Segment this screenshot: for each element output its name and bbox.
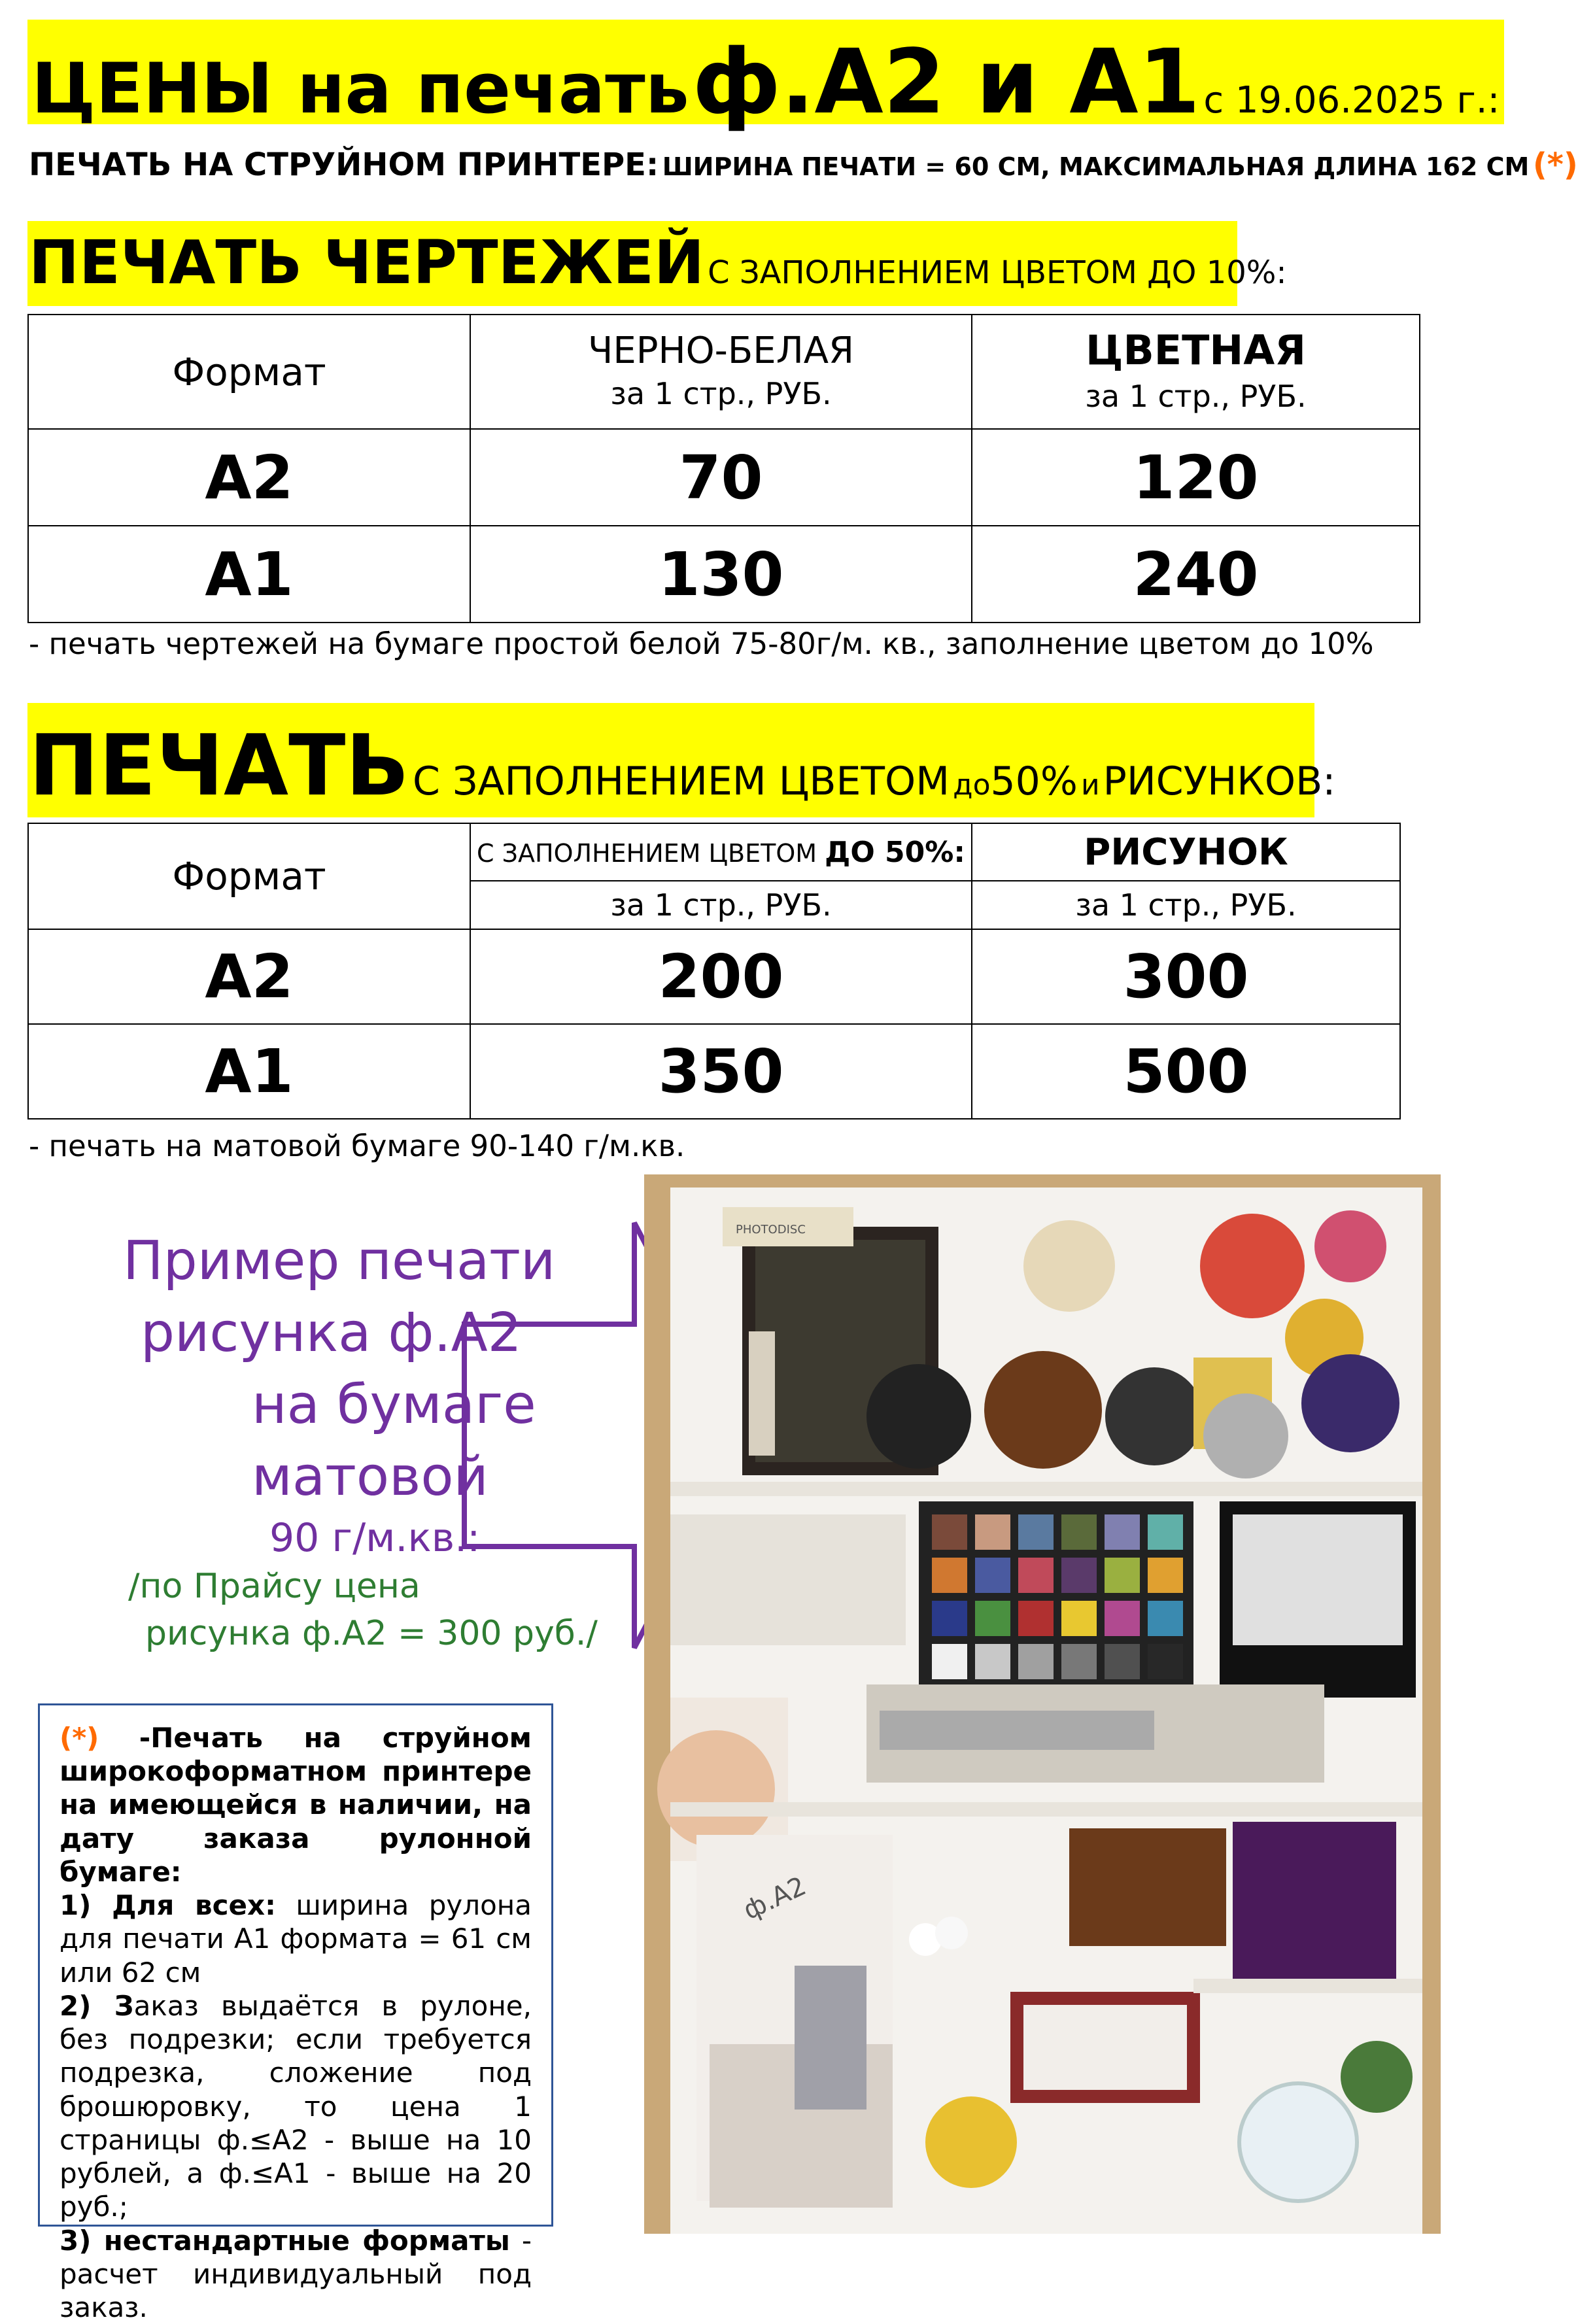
color-swatch (1061, 1601, 1097, 1636)
example-price-line1: /по Прайсу цена (128, 1567, 420, 1606)
printer-info (29, 146, 1578, 183)
column-format: Формат (28, 315, 470, 429)
format-a1: А1 (28, 526, 470, 623)
color-swatch (1148, 1514, 1183, 1550)
column-color-unit: за 1 стр., РУБ. (1085, 378, 1307, 414)
column-format: Формат (28, 823, 470, 929)
printer-info-label: ПЕЧАТЬ НА СТРУЙНОМ ПРИНТЕРЕ: (29, 146, 659, 183)
color-swatch (1105, 1644, 1140, 1679)
sample-print-illustration (644, 1174, 1441, 2234)
color-swatch (1018, 1601, 1054, 1636)
column-fill-limit: ДО 50%: (825, 835, 965, 869)
section2-heading-sub: С ЗАПОЛНЕНИЕМ ЦВЕТОМ (413, 759, 950, 804)
section2-heading-main: ПЕЧАТЬ (29, 717, 409, 815)
color-swatch (1018, 1514, 1054, 1550)
section2-heading-pictures: РИСУНКОВ: (1103, 759, 1336, 804)
color-swatch (975, 1514, 1010, 1550)
table-row (28, 526, 1420, 623)
price-a1-fill: 350 (470, 1024, 972, 1119)
format-a2: А2 (28, 429, 470, 526)
price-a2-bw: 70 (470, 429, 972, 526)
footnote-item1-label: 1) Для всех: (60, 1889, 276, 1922)
example-line3: на бумаге (252, 1374, 536, 1436)
footnote-item2-label: 2) З (60, 1989, 134, 2022)
color-swatch (975, 1644, 1010, 1679)
table-header-row (28, 823, 1400, 881)
price-a1-picture: 500 (972, 1024, 1400, 1119)
table-row (28, 1024, 1400, 1119)
footnote-item3 (60, 2224, 532, 2324)
price-a2-picture: 300 (972, 929, 1400, 1024)
footnote-item2 (60, 1989, 532, 2224)
photo-brand-label: PHOTODISC (736, 1223, 806, 1237)
color-swatch (1105, 1514, 1140, 1550)
color-swatch (1105, 1601, 1140, 1636)
section2-heading (29, 717, 1336, 815)
section1-note: - печать чертежей на бумаге простой белой 75-80г/м. кв., заполнение цветом до 10% (29, 626, 1374, 661)
color-swatch (1105, 1558, 1140, 1593)
column-color-title: ЦВЕТНАЯ (1085, 326, 1307, 375)
column-bw (470, 315, 972, 429)
printer-info-specs: ШИРИНА ПЕЧАТИ = 60 СМ, МАКСИМАЛЬНАЯ ДЛИНА 162 СМ (662, 152, 1530, 181)
page-title (31, 31, 1500, 134)
section2-note: - печать на матовой бумаге 90-140 г/м.кв. (29, 1129, 685, 1163)
column-picture-unit: за 1 стр., РУБ. (972, 881, 1400, 929)
footnote-intro (60, 1721, 532, 1888)
color-swatch (932, 1558, 967, 1593)
example-price-line2: рисунка ф.А2 = 300 руб./ (145, 1614, 598, 1653)
price-a1-color: 240 (972, 526, 1420, 623)
footnote-item2-text: аказ выдаётся в рулоне, без подрезки; если требуется подрезка, сложение под брошюровку, то цена 1 страницы ф.≤А2 - выше на 10 рублей, а ф.≤А1 - выше на 20 руб.; (60, 1989, 532, 2223)
price-a2-fill: 200 (470, 929, 972, 1024)
table-row (28, 429, 1420, 526)
color-swatch (1018, 1558, 1054, 1593)
example-paper-weight: 90 г/м.кв.: (269, 1515, 481, 1561)
column-bw-unit: за 1 стр., РУБ. (610, 375, 832, 411)
sample-print-photo (644, 1174, 1441, 2234)
price-a2-color: 120 (972, 429, 1420, 526)
column-fill (470, 823, 972, 881)
table-row (28, 929, 1400, 1024)
drawings-price-table (27, 314, 1420, 623)
footnote-mark: (*) (60, 1722, 99, 1754)
footnote-item1 (60, 1888, 532, 1989)
color-swatch (975, 1558, 1010, 1593)
footnote-item3-text: - расчет индивидуальный под заказ. (60, 2224, 532, 2323)
column-fill-unit: за 1 стр., РУБ. (470, 881, 972, 929)
column-color (972, 315, 1420, 429)
column-picture: РИСУНОК (972, 823, 1400, 881)
footnote-mark: (*) (1532, 146, 1578, 183)
color-swatch (1018, 1644, 1054, 1679)
color-swatch (1148, 1558, 1183, 1593)
color-swatch (1061, 1514, 1097, 1550)
price-a1-bw: 130 (470, 526, 972, 623)
photo-format-label: ф.А2 (738, 1871, 811, 1926)
color-swatch (932, 1644, 967, 1679)
title-date: с 19.06.2025 г.: (1203, 79, 1500, 122)
table-header-row (28, 315, 1420, 429)
example-line1: Пример печати (123, 1230, 556, 1292)
example-line4: матовой (252, 1446, 489, 1508)
section2-heading-word: до (953, 768, 991, 802)
format-a1: А1 (28, 1024, 470, 1119)
footnote-item3-label: 3) нестандартные форматы (60, 2224, 510, 2257)
color-swatch (932, 1601, 967, 1636)
title-part1: ЦЕНЫ на печать (31, 48, 689, 129)
section2-heading-percent: 50% (990, 759, 1078, 804)
section1-heading-sub: С ЗАПОЛНЕНИЕМ ЦВЕТОМ ДО 10%: (708, 254, 1287, 291)
color-swatch (1061, 1558, 1097, 1593)
section1-heading-main: ПЕЧАТЬ ЧЕРТЕЖЕЙ (29, 228, 704, 298)
footnote-item1-text: ширина рулона для печати А1 формата = 61 см или 62 см (60, 1889, 532, 1989)
footnote-box (38, 1703, 553, 2323)
color-swatch (975, 1601, 1010, 1636)
column-fill-title: С ЗАПОЛНЕНИЕМ ЦВЕТОМ (477, 838, 817, 868)
color-swatch (1148, 1601, 1183, 1636)
color-swatch (1061, 1644, 1097, 1679)
color-swatch (932, 1514, 967, 1550)
title-formats: ф.А2 и А1 (692, 31, 1201, 134)
color-swatch (1148, 1644, 1183, 1679)
section1-heading (29, 228, 1287, 298)
column-bw-title: ЧЕРНО-БЕЛАЯ (587, 329, 855, 372)
example-line2: рисунка ф.А2 (141, 1302, 522, 1364)
footnote-intro-text: -Печать на струйном широкоформатном принтере на имеющейся в наличии, на дату заказа рулонной бумаге: (60, 1722, 532, 1888)
format-a2: А2 (28, 929, 470, 1024)
pictures-price-table (27, 823, 1401, 1119)
section2-heading-and: и (1080, 768, 1100, 802)
